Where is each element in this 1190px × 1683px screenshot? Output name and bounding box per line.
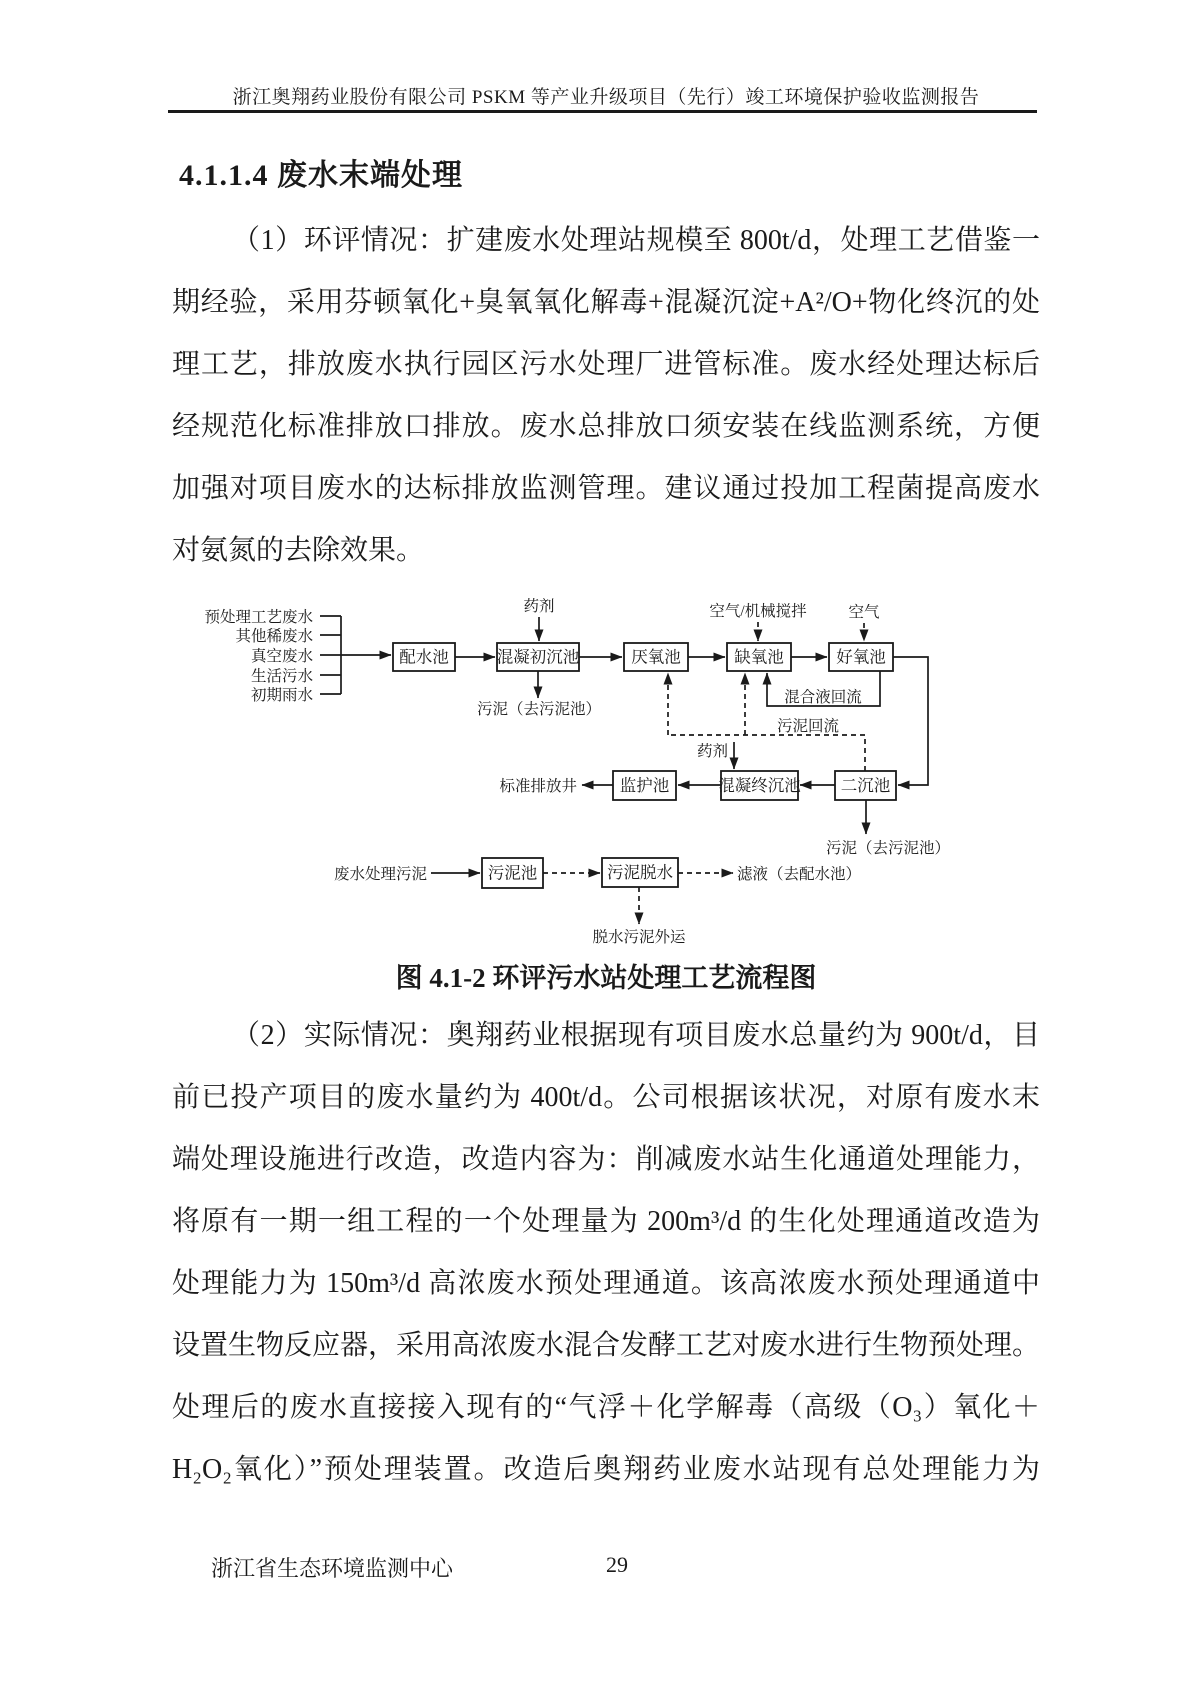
flow-node-label: 污泥脱水	[607, 863, 673, 882]
flow-label: 污泥回流	[776, 718, 840, 735]
flow-node-label: 混凝初沉池	[496, 647, 580, 667]
footer-organization: 浙江省生态环境监测中心	[211, 1556, 454, 1581]
flow-label: 其他稀废水	[235, 628, 313, 645]
paragraph-line: 将原有一期一组工程的一个处理量为 200m³/d 的生化处理通道改造为	[172, 1206, 1040, 1237]
flow-node-label: 污泥池	[487, 863, 538, 883]
paragraph-actual-situation	[172, 1005, 1040, 1501]
flow-label: 真空废水	[250, 648, 313, 665]
flow-label: 生活污水	[250, 668, 313, 685]
paragraph-line: （1）环评情况：扩建废水处理站规模至 800t/d，处理工艺借鉴一	[232, 225, 1040, 256]
flow-node-label: 监护池	[619, 776, 670, 795]
paragraph-line: 理工艺，排放废水执行园区污水处理厂进管标准。废水经处理达标后	[172, 349, 1040, 380]
flow-node-label: 二沉池	[840, 776, 891, 795]
paragraph-line: 对氨氮的去除效果。	[172, 535, 425, 566]
paragraph-line: 设置生物反应器，采用高浓废水混合发酵工艺对废水进行生物预处理。	[172, 1330, 1040, 1361]
flow-node-label: 好氧池	[836, 647, 886, 667]
flow-label: 预处理工艺废水	[204, 609, 313, 626]
paragraph-eia-situation	[172, 210, 1040, 582]
flow-label: 空气	[848, 604, 880, 621]
flow-label: 空气/机械搅拌	[709, 603, 807, 620]
page-header-title: 浙江奥翔药业股份有限公司 PSKM 等产业升级项目（先行）竣工环境保护验收监测报告	[232, 87, 980, 108]
flow-label: 药剂	[696, 743, 728, 760]
aerobic-to-secondary	[893, 657, 928, 785]
flow-label: 混合液回流	[784, 689, 862, 706]
flow-label: 初期雨水	[250, 687, 313, 704]
flow-node-label: 配水池	[399, 647, 449, 667]
flow-label: 污泥（去污泥池）	[476, 701, 602, 718]
flow-label: 污泥（去污泥池）	[825, 840, 951, 857]
flow-node-label: 混凝终沉池	[718, 776, 801, 795]
paragraph-line: 前已投产项目的废水量约为 400t/d。公司根据该状况，对原有废水末	[172, 1082, 1040, 1113]
paragraph-line: 端处理设施进行改造，改造内容为：削减废水站生化通道处理能力，	[172, 1144, 1040, 1175]
process-flow-diagram	[190, 575, 960, 965]
figure-caption: 图 4.1-2 环评污水站处理工艺流程图	[395, 963, 817, 993]
flow-label: 标准排放井	[499, 778, 577, 795]
flow-label: 滤液（去配水池）	[737, 866, 862, 883]
paragraph-line: 处理能力为 150m³/d 高浓废水预处理通道。该高浓废水预处理通道中	[172, 1268, 1040, 1299]
flow-label: 药剂	[523, 598, 555, 615]
header-rule	[168, 110, 1037, 113]
paragraph-line: H₂O₂氧化）”预处理装置。改造后奥翔药业废水站现有总处理能力为	[172, 1454, 1040, 1485]
section-heading: 4.1.1.4 废水末端处理	[179, 159, 463, 192]
flow-label: 脱水污泥外运	[592, 929, 686, 946]
flow-node-label: 厌氧池	[631, 647, 681, 667]
flow-node-label: 缺氧池	[734, 647, 784, 667]
paragraph-line: 加强对项目废水的达标排放监测管理。建议通过投加工程菌提高废水	[172, 473, 1040, 504]
paragraph-line: 经规范化标准排放口排放。废水总排放口须安装在线监测系统，方便	[172, 411, 1040, 442]
flow-label: 废水处理污泥	[333, 866, 427, 883]
paragraph-line: 期经验，采用芬顿氧化+臭氧氧化解毒+混凝沉淀+A²/O+物化终沉的处	[172, 287, 1040, 318]
footer-page-number: 29	[606, 1552, 628, 1577]
paragraph-line: 处理后的废水直接接入现有的“气浮＋化学解毒（高级（O₃）氧化＋	[172, 1392, 1040, 1423]
paragraph-line: （2）实际情况：奥翔药业根据现有项目废水总量约为 900t/d，目	[232, 1020, 1040, 1051]
